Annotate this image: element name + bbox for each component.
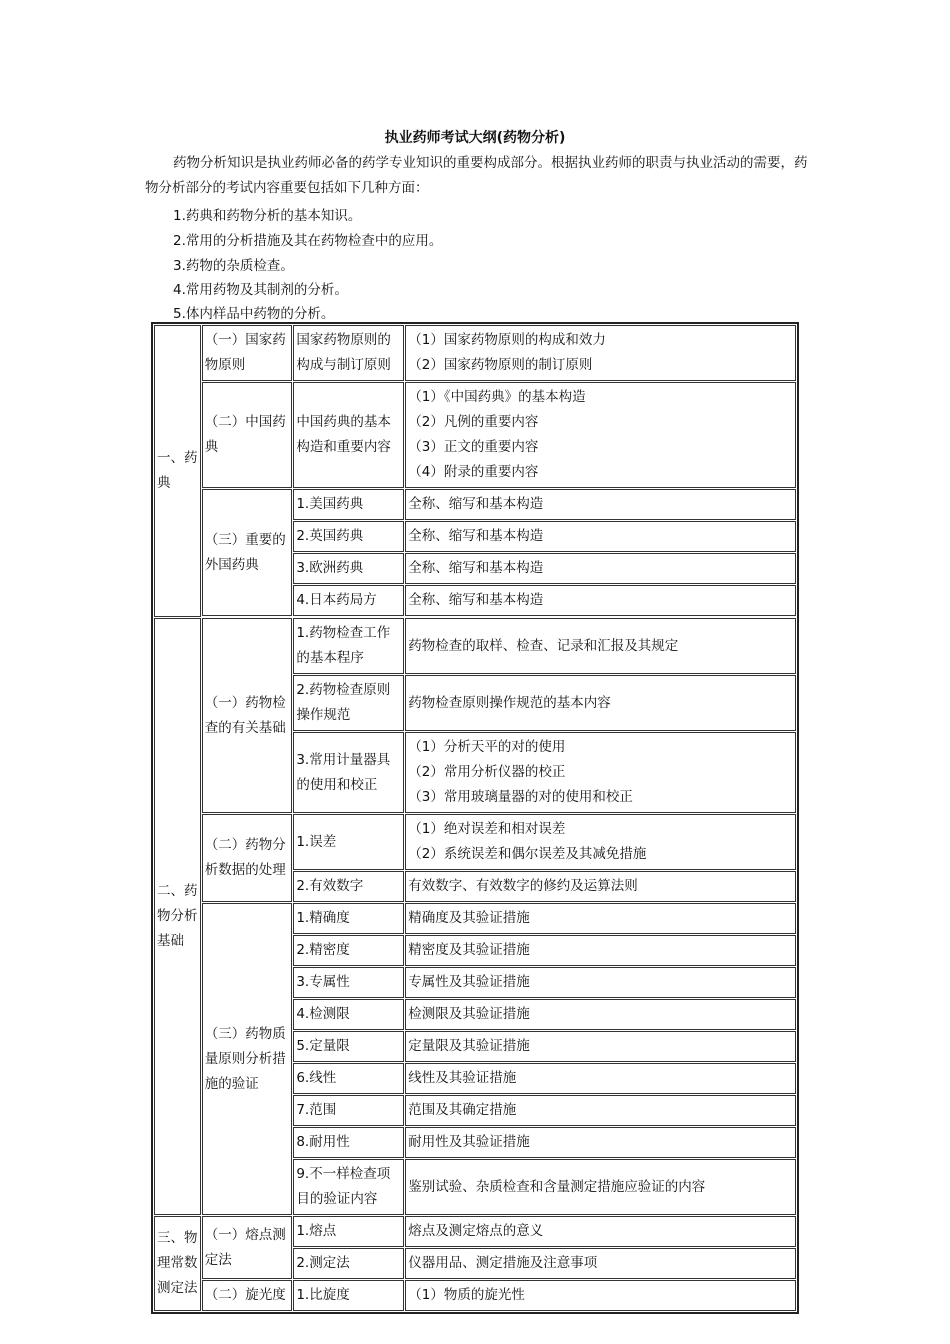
detail-line: （1）《中国药典》的基本构造: [408, 389, 586, 405]
detail-cell: （1）物质的旋光性: [405, 1280, 796, 1311]
list-item: 5.体内样品中药物的分析。: [173, 306, 335, 322]
subsection-heading: （二）旋光度: [202, 1280, 293, 1311]
syllabus-table: [151, 322, 799, 1314]
table-row: [154, 618, 796, 674]
table-row: [154, 903, 796, 934]
topic-cell: 1.误差: [293, 814, 404, 870]
detail-cell: 全称、缩写和基本构造: [405, 553, 796, 584]
table-row: [154, 325, 796, 381]
detail-cell: 精密度及其验证措施: [405, 935, 796, 966]
detail-line: （2）常用分析仪器的校正: [408, 764, 566, 780]
detail-cell: 线性及其验证措施: [405, 1063, 796, 1094]
subsection-heading: （一）熔点测定法: [202, 1216, 293, 1279]
topic-cell: 9.不一样检查项目的验证内容: [293, 1159, 404, 1215]
table-row: [154, 1280, 796, 1311]
topic-cell: 2.英国药典: [293, 521, 404, 552]
section-heading: 三、物理常数测定法: [154, 1216, 201, 1311]
topic-cell: 1.精确度: [293, 903, 404, 934]
detail-cell: 鉴别试验、杂质检查和含量测定措施应验证的内容: [405, 1159, 796, 1215]
detail-cell: 药物检查原则操作规范的基本内容: [405, 675, 796, 731]
topic-cell: 国家药物原则的构成与制订原则: [293, 325, 404, 381]
detail-cell: 全称、缩写和基本构造: [405, 585, 796, 616]
detail-cell: 全称、缩写和基本构造: [405, 489, 796, 520]
subsection-heading: （一）国家药物原则: [202, 325, 293, 381]
detail-line: （2）凡例的重要内容: [408, 414, 539, 430]
subsection-heading: （二）中国药典: [202, 382, 293, 488]
list-item: 3.药物的杂质检查。: [173, 258, 294, 274]
detail-cell: 耐用性及其验证措施: [405, 1127, 796, 1158]
detail-cell: 专属性及其验证措施: [405, 967, 796, 998]
document-title: 执业药师考试大纲(药物分析): [384, 130, 566, 146]
topic-cell: 1.熔点: [293, 1216, 404, 1247]
detail-cell: 定量限及其验证措施: [405, 1031, 796, 1062]
subsection-heading: （三）药物质量原则分析措施的验证: [202, 903, 293, 1215]
detail-cell: [405, 382, 796, 488]
table-row: [154, 489, 796, 520]
topic-cell: 3.欧洲药典: [293, 553, 404, 584]
detail-line: （3）正文的重要内容: [408, 439, 539, 455]
topic-cell: 4.日本药局方: [293, 585, 404, 616]
section-heading: 一、药典: [154, 325, 201, 617]
topic-cell: 1.比旋度: [293, 1280, 404, 1311]
topic-cell: 3.常用计量器具的使用和校正: [293, 732, 404, 813]
intro-paragraph: [145, 151, 810, 201]
topic-cell: 2.药物检查原则操作规范: [293, 675, 404, 731]
topic-cell: 中国药典的基本构造和重要内容: [293, 382, 404, 488]
list-item: 2.常用的分析措施及其在药物检查中的应用。: [173, 233, 443, 249]
subsection-heading: （二）药物分析数据的处理: [202, 814, 293, 902]
topic-cell: 5.定量限: [293, 1031, 404, 1062]
detail-cell: [405, 325, 796, 381]
detail-line: （2）系统误差和偶尔误差及其减免措施: [408, 846, 647, 862]
topic-cell: 3.专属性: [293, 967, 404, 998]
detail-line: （1）国家药物原则的构成和效力: [408, 332, 606, 348]
table-row: [154, 382, 796, 488]
detail-line: （1）绝对误差和相对误差: [408, 821, 566, 837]
list-item: 1.药典和药物分析的基本知识。: [173, 208, 362, 224]
table-row: [154, 1216, 796, 1247]
section-heading: 二、药物分析基础: [154, 618, 201, 1215]
topic-cell: 1.美国药典: [293, 489, 404, 520]
intro-text: 药物分析知识是执业药师必备的药学专业知识的重要构成部分。根据执业药师的职责与执业活动的需要，药物分析部分的考试内容重要包括如下几种方面：: [145, 155, 808, 196]
detail-cell: 检测限及其验证措施: [405, 999, 796, 1030]
detail-cell: 仪器用品、测定措施及注意事项: [405, 1248, 796, 1279]
detail-line: （4）附录的重要内容: [408, 464, 539, 480]
table-row: [154, 814, 796, 870]
subsection-heading: （三）重要的外国药典: [202, 489, 293, 616]
topic-cell: 4.检测限: [293, 999, 404, 1030]
detail-cell: 范围及其确定措施: [405, 1095, 796, 1126]
topic-cell: 2.精密度: [293, 935, 404, 966]
detail-cell: 熔点及测定熔点的意义: [405, 1216, 796, 1247]
topic-cell: 6.线性: [293, 1063, 404, 1094]
detail-cell: [405, 814, 796, 870]
detail-cell: [405, 732, 796, 813]
detail-line: （1）分析天平的对的使用: [408, 739, 566, 755]
topic-cell: 1.药物检查工作的基本程序: [293, 618, 404, 674]
topic-cell: 2.测定法: [293, 1248, 404, 1279]
detail-line: （3）常用玻璃量器的对的使用和校正: [408, 789, 633, 805]
subsection-heading: （一）药物检查的有关基础: [202, 618, 293, 813]
list-item: 4.常用药物及其制剂的分析。: [173, 282, 348, 298]
detail-cell: 全称、缩写和基本构造: [405, 521, 796, 552]
topic-cell: 2.有效数字: [293, 871, 404, 902]
detail-line: （2）国家药物原则的制订原则: [408, 357, 593, 373]
detail-cell: 有效数字、有效数字的修约及运算法则: [405, 871, 796, 902]
topic-cell: 7.范围: [293, 1095, 404, 1126]
topic-cell: 8.耐用性: [293, 1127, 404, 1158]
detail-cell: 药物检查的取样、检查、记录和汇报及其规定: [405, 618, 796, 674]
detail-cell: 精确度及其验证措施: [405, 903, 796, 934]
